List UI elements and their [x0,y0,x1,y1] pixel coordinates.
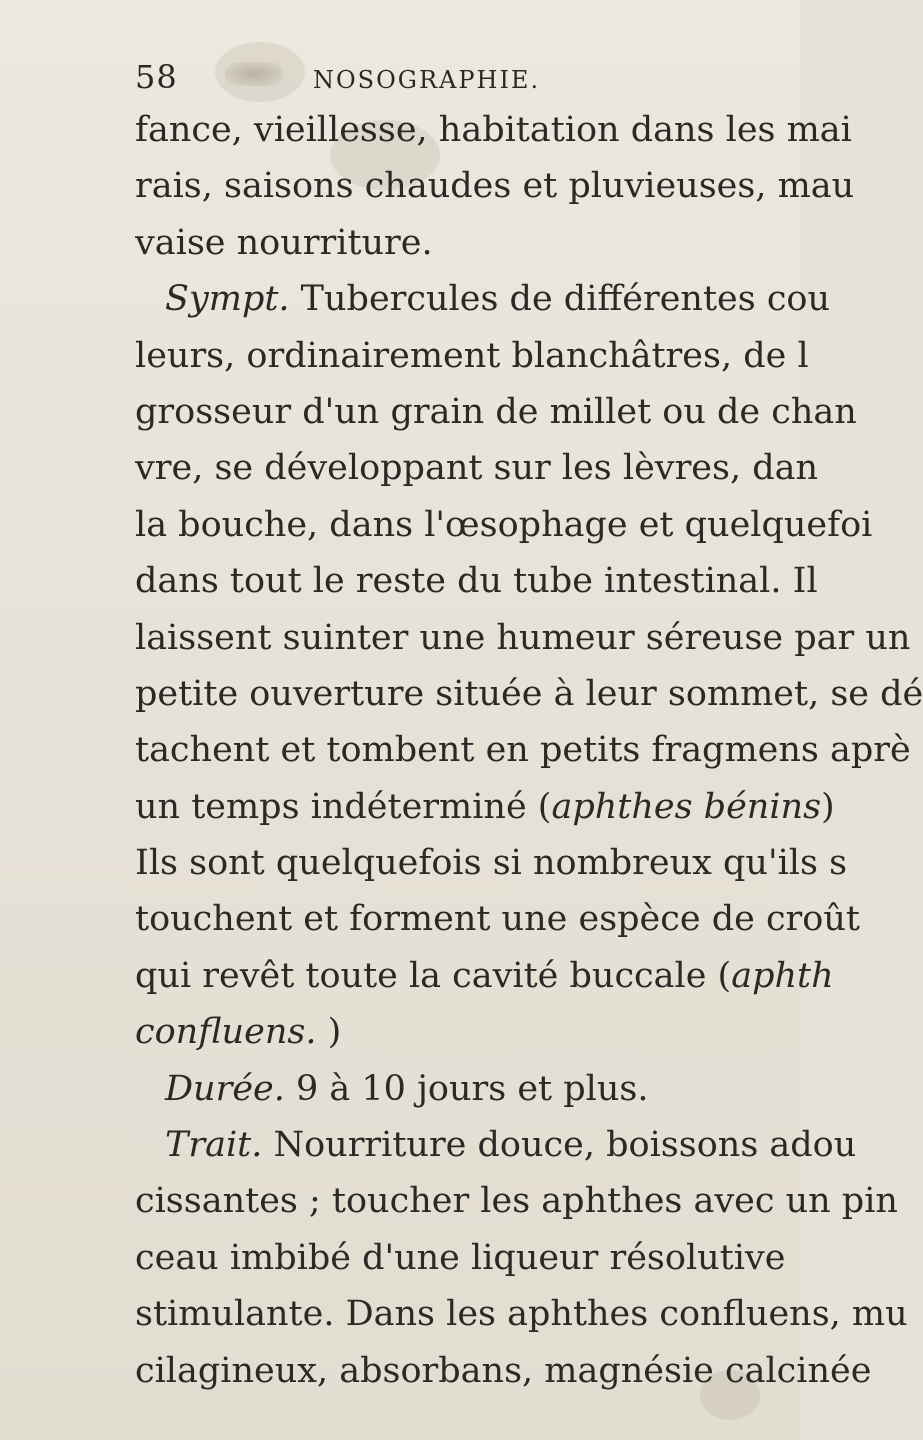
text-line: Sympt. Tubercules de différentes cou [165,279,831,320]
section-heading-treatment: Trait. [165,1125,263,1166]
section-heading-duration: Durée. [165,1068,285,1109]
text-line: Ils sont quelquefois si nombreux qu'ils s [135,843,848,884]
page-number: 58 [135,58,178,96]
body-text [135,102,923,1399]
page-header [135,52,755,96]
text-line: grosseur d'un grain de millet ou de chan [135,391,857,432]
text-line: ceau imbibé d'une liqueur résolutive [135,1237,786,1278]
text-line: cilagineux, absorbans, magnésie calcinée [135,1350,872,1391]
section-heading-symptoms: Sympt. [165,279,290,320]
text-line: stimulante. Dans les aphthes confluens, mu [135,1294,908,1335]
text-line: touchent et forment une espèce de croût [135,899,860,940]
text-line: un temps indéterminé (aphthes bénins) [135,786,835,827]
text-line: qui revêt toute la cavité buccale (aphth [135,955,834,996]
text-line: Trait. Nourriture douce, boissons adou [165,1125,857,1166]
text-line: Durée. 9 à 10 jours et plus. [165,1068,649,1109]
text-line: laissent suinter une humeur séreuse par un [135,617,911,658]
text-line: fance, vieillesse, habitation dans les mai [135,110,852,150]
text-line: vaise nourriture. [135,222,433,263]
text-line: tachent et tombent en petits fragmens aprè [135,730,911,771]
text-line: petite ouverture située à leur sommet, se dé [135,673,923,714]
text-line: dans tout le reste du tube intestinal. Il [135,561,818,602]
header-ornament [225,62,283,86]
text-line: confluens. ) [135,1012,342,1053]
running-title: NOSOGRAPHIE. [313,66,541,94]
text-line: cissantes ; toucher les aphthes avec un pin [135,1181,898,1222]
text-line: rais, saisons chaudes et pluvieuses, mau [135,166,855,207]
text-line: vre, se développant sur les lèvres, dan [135,448,819,489]
text-line: leurs, ordinairement blanchâtres, de l [135,335,809,376]
text-line: la bouche, dans l'œsophage et quelquefoi [135,504,873,545]
